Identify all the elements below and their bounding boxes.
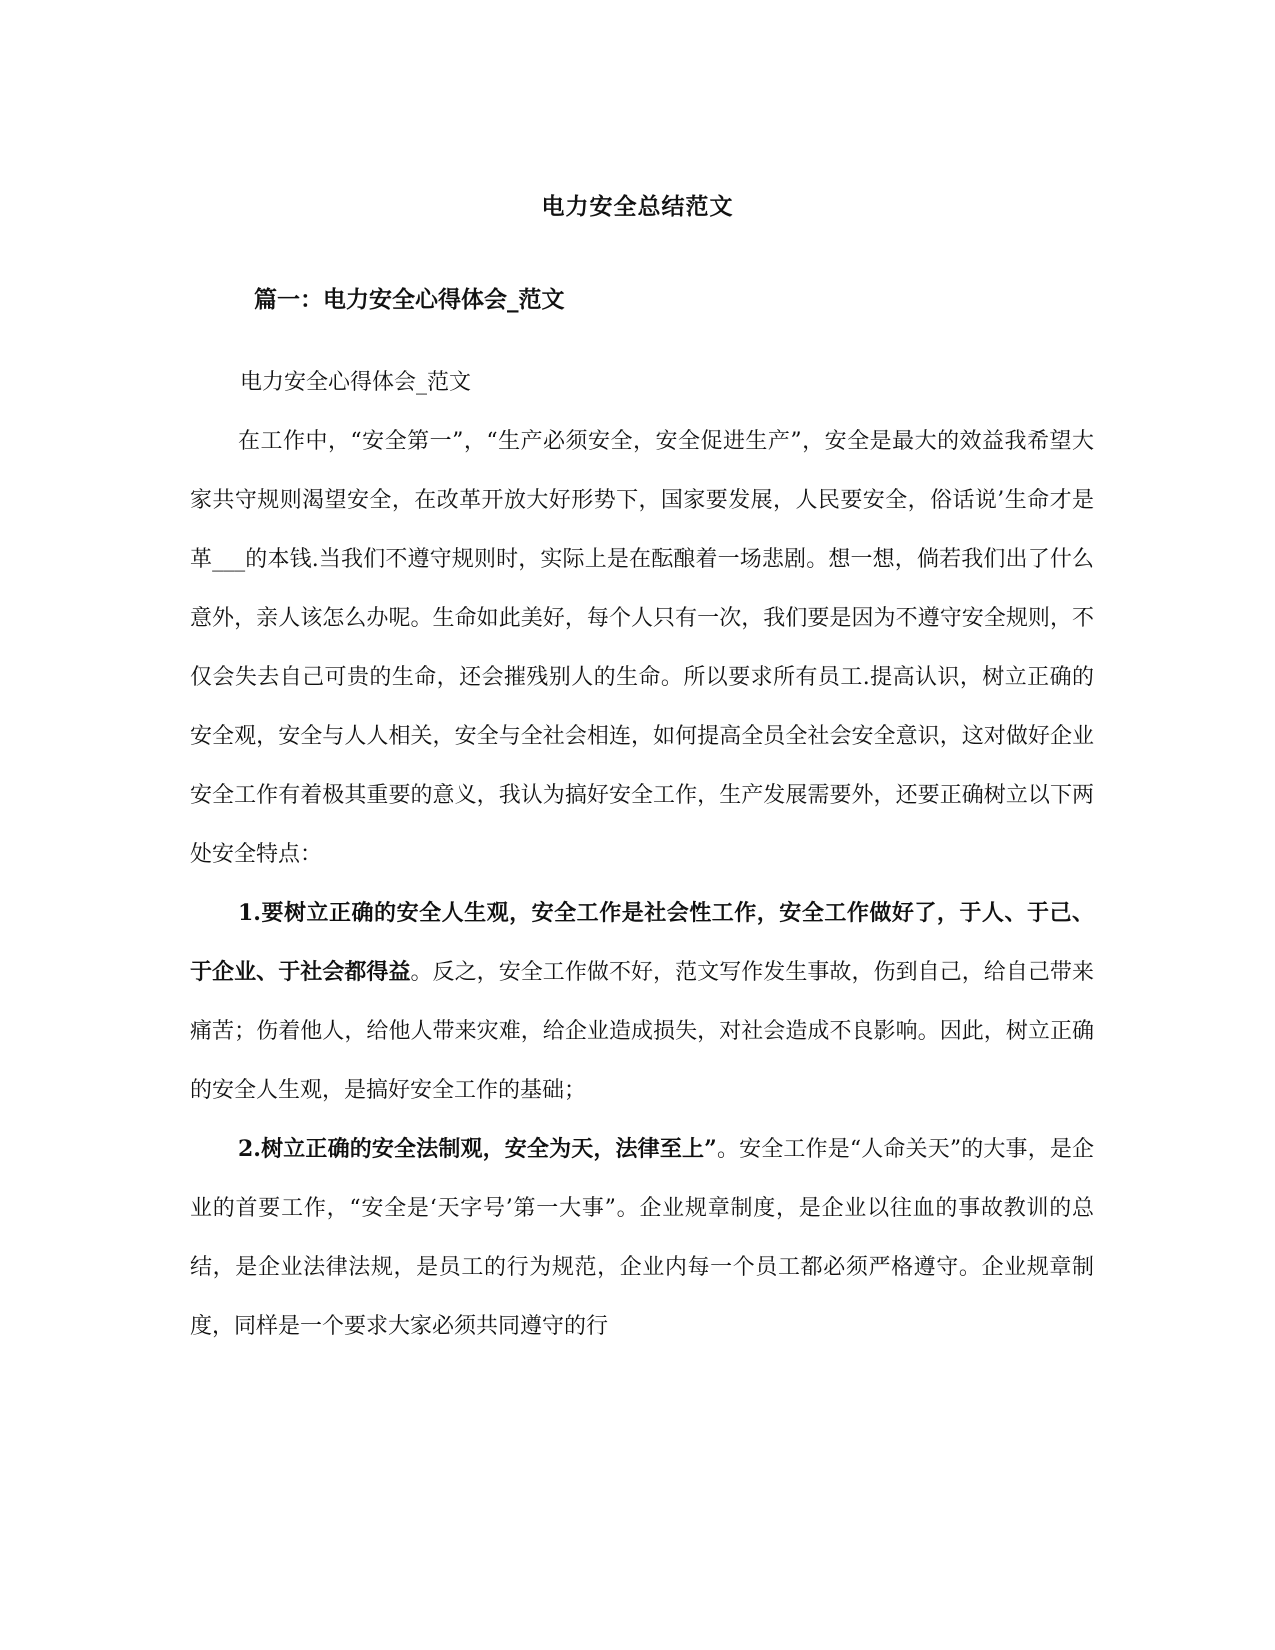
point-1-emphasis: 1.要树立正确的安全人生观，安全工作是社会性工作，安全工作做好了，于人、于己、于企业、于社会都得益 [190, 900, 1094, 985]
point-2-text: 。安全工作是“人命关天”的大事，是企业的首要工作，“安全是‘天字号’第一大事”。企业规章制度，是企业以往血的事故教训的总结，是企业法律法规，是员工的行为规范，企业内每一个员工都必须严格遵守。企业规章制度，同样是一个要求大家必须共同遵守的行 [190, 1137, 1095, 1339]
document-title: 电力安全总结范文 [541, 193, 734, 220]
document-body [190, 353, 1094, 1356]
point-1-text: 。反之，安全工作做不好，范文写作发生事故，伤到自己，给自己带来痛苦；伤着他人，给他人带来灾难，给企业造成损失，对社会造成不良影响。因此，树立正确的安全人生观，是搞好安全工作的基础； [190, 960, 1094, 1103]
paragraph-point-1 [190, 884, 1094, 1120]
section-heading: 篇一：电力安全心得体会_范文 [254, 286, 565, 313]
paragraph-point-2 [190, 1120, 1094, 1356]
point-2-emphasis: 2.树立正确的安全法制观，安全为天，法律至上” [238, 1136, 717, 1162]
paragraph-intro: 在工作中，“安全第一”，“生产必须安全，安全促进生产”，安全是最大的效益我希望大家共守规则渴望安全，在改革开放大好形势下，国家要发展，人民要安全，俗话说’生命才是革___的本钱.当我们不遵守规则时，实际上是在酝酿着一场悲剧。想一想，倘若我们出了什么意外，亲人该怎么办呢。生命如此美好，每个人只有一次，我们要是因为不遵守安全规则，不仅会失去自己可贵的生命，还会摧残别人的生命。所以要求所有员工.提高认识，树立正确的安全观，安全与人人相关，安全与全社会相连，如何提高全员全社会安全意识，这对做好企业安全工作有着极其重要的意义，我认为搞好安全工作，生产发展需要外，还要正确树立以下两处安全特点： [190, 429, 1094, 867]
document-subtitle: 电力安全心得体会_范文 [240, 370, 472, 395]
